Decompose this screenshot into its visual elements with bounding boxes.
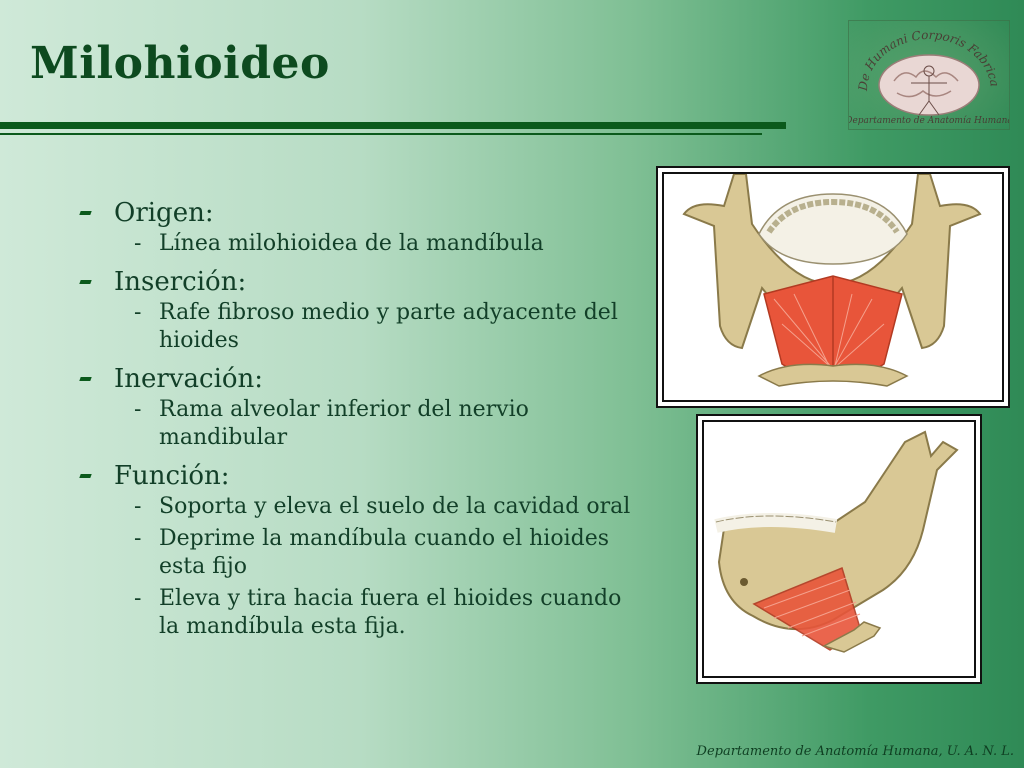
bullet-list bbox=[78, 196, 638, 645]
sub-item: - Eleva y tira hacia fuera el hioides cuando la mandíbula esta fija. bbox=[134, 586, 622, 639]
slide-title: Milohioideo bbox=[30, 38, 330, 89]
bullet-marker bbox=[79, 280, 91, 284]
sub-item-text: Soporta y eleva el suelo de la cavidad oral bbox=[159, 494, 631, 519]
sub-item-text: Rama alveolar inferior del nervio mandibular bbox=[159, 397, 529, 450]
department-logo bbox=[848, 20, 1010, 130]
section-heading: Función: bbox=[114, 461, 230, 491]
sub-item-text: Rafe fibroso medio y parte adyacente del hioides bbox=[159, 300, 618, 353]
section-heading: Inervación: bbox=[114, 364, 264, 394]
mandible-lateral-view-image bbox=[702, 420, 976, 678]
sub-item: - Rama alveolar inferior del nervio mandibular bbox=[134, 397, 529, 450]
mandible-inferior-view-image bbox=[662, 172, 1004, 402]
bullet-marker bbox=[79, 211, 91, 215]
title-rule-thick bbox=[0, 122, 786, 129]
section-inervacion bbox=[78, 362, 638, 396]
bullet-marker bbox=[79, 377, 91, 381]
bullet-marker bbox=[79, 474, 91, 478]
sub-item-text: Línea milohioidea de la mandíbula bbox=[159, 231, 544, 256]
footer-credit: Departamento de Anatomía Humana, U. A. N. L. bbox=[696, 744, 1014, 759]
section-funcion bbox=[78, 459, 638, 493]
logo-arc-text: De Humani Corporis Fabrica bbox=[855, 27, 1002, 92]
sub-item: - Rafe fibroso medio y parte adyacente del hioides bbox=[134, 300, 618, 353]
sub-item: - Línea milohioidea de la mandíbula bbox=[134, 231, 544, 256]
section-heading: Inserción: bbox=[114, 267, 247, 297]
title-rule-thin bbox=[0, 133, 762, 135]
section-insercion bbox=[78, 265, 638, 299]
sub-item-text: Deprime la mandíbula cuando el hioides esta fijo bbox=[159, 526, 610, 579]
sub-item: - Deprime la mandíbula cuando el hioides esta fijo bbox=[134, 526, 610, 579]
logo-caption: Departamento de Anatomía Humana bbox=[849, 116, 1009, 126]
sub-item-text: Eleva y tira hacia fuera el hioides cuando la mandíbula esta fija. bbox=[159, 586, 622, 639]
section-heading: Origen: bbox=[114, 198, 214, 228]
sub-item: - Soporta y eleva el suelo de la cavidad oral bbox=[134, 494, 631, 519]
section-origen bbox=[78, 196, 638, 230]
